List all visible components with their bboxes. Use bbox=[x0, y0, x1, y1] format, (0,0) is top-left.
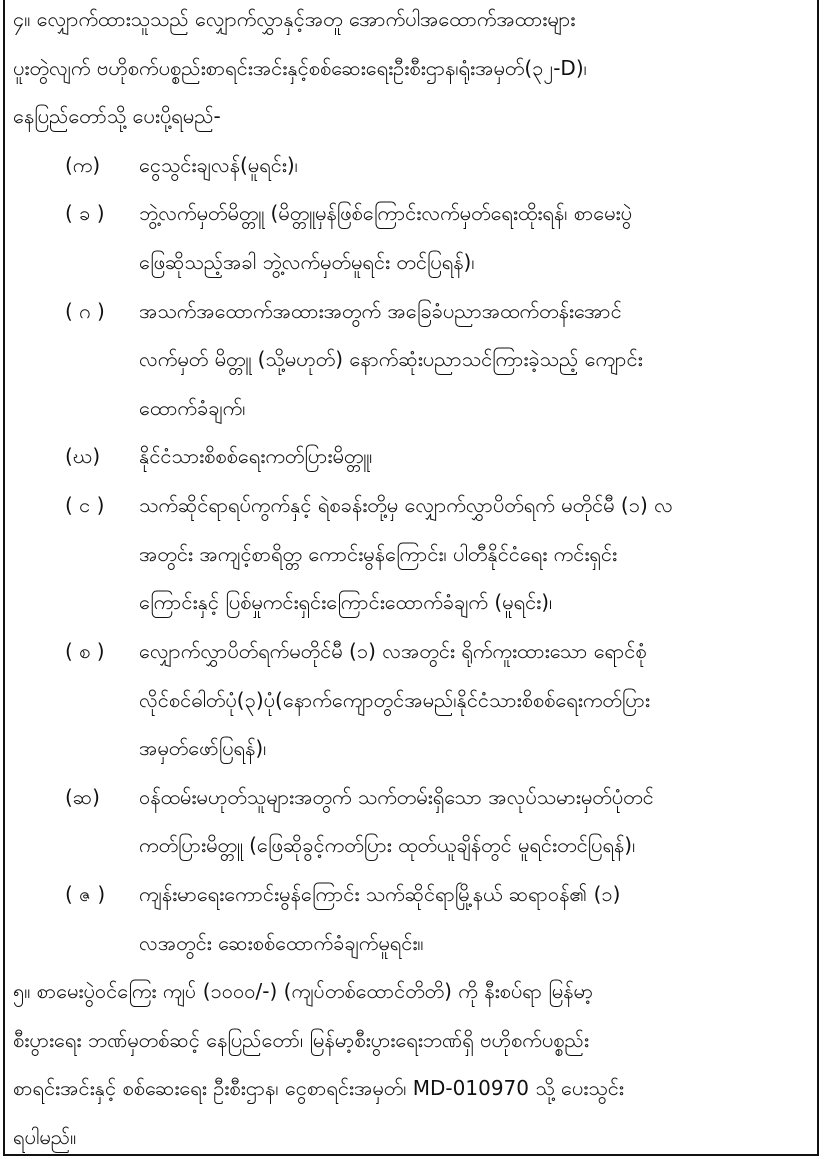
item-line: သက်ဆိုင်ရာရပ်ကွက်နှင့် ရဲစခန်းတို့မှ လျှောက်လွှာပိတ်ရက် မတိုင်မီ (၁) လ bbox=[139, 493, 673, 517]
item-line: ကြောင်းနှင့် ပြစ်မှုကင်းရှင်းကြောင်းထောက်ခံချက် (မူရင်း)၊ bbox=[139, 590, 553, 614]
item-label: ( ခ ) bbox=[65, 201, 105, 225]
item-line: လအတွင်း ဆေးစစ်ထောက်ခံချက်မူရင်း။ bbox=[139, 931, 424, 955]
item-line: ထောက်ခံချက်၊ bbox=[139, 396, 246, 420]
item-line: ငွေသွင်းချလန်(မူရင်း)၊ bbox=[139, 153, 298, 177]
item-line: အသက်အထောက်အထားအတွက် အခြေခံပညာအထက်တန်းအောင် bbox=[139, 299, 622, 323]
item-line: ဖြေဆိုသည့်အခါ ဘွဲ့လက်မှတ်မူရင်း တင်ပြရန်)၊ bbox=[139, 250, 475, 274]
item-line: လိုင်စင်ဓါတ်ပုံ(၃)ပုံ(နောက်ကျောတွင်အမည်၊နိုင်ငံသားစိစစ်ရေးကတ်ပြား bbox=[139, 688, 650, 712]
item-line: အမှတ်ဖော်ပြရန်)၊ bbox=[139, 736, 267, 760]
para5-line: စာရင်းအင်းနှင့် စစ်ဆေးရေး ဦးစီးဌာန၊ ငွေစာရင်းအမှတ်၊ MD-010970 သို့ ပေးသွင်း bbox=[13, 1076, 624, 1100]
item-line: ဘွဲ့လက်မှတ်မိတ္တူ (မိတ္တူမှန်ဖြစ်ကြောင်းလက်မှတ်ရေးထိုးရန်၊ စာမေးပွဲ bbox=[139, 201, 632, 225]
item-label: (က) bbox=[65, 153, 101, 177]
item-line: အတွင်း အကျင့်စာရိတ္တ ကောင်းမွန်ကြောင်း၊ ပါတီနိုင်ငံရေး ကင်းရှင်း bbox=[139, 542, 618, 566]
item-line: ဝန်ထမ်းမဟုတ်သူများအတွက် သက်တမ်းရှိသော အလုပ်သမားမှတ်ပုံတင် bbox=[139, 785, 654, 809]
item-line: ကတ်ပြားမိတ္တူ (ဖြေဆိုခွင့်ကတ်ပြား ထုတ်ယူချိန်တွင် မူရင်းတင်ပြရန်)၊ bbox=[139, 833, 636, 857]
item-line: နိုင်ငံသားစိစစ်ရေးကတ်ပြားမိတ္တူ၊ bbox=[139, 444, 373, 468]
para4-line: နေပြည်တော်သို့ ပေးပို့ရမည်- bbox=[13, 104, 221, 128]
para5-line: ရပါမည်။ bbox=[13, 1125, 77, 1149]
item-label: (ဆ) bbox=[65, 785, 100, 809]
para4-line: ၄။ လျှောက်ထားသူသည် လျှောက်လွှာနှင့်အတူ အောက်ပါအထောက်အထားများ bbox=[13, 7, 576, 31]
para5-line: ၅။ စာမေးပွဲဝင်ကြေး ကျပ် (၁၀၀၀/-) (ကျပ်တစ်ထောင်တိတိ) ကို နီးစပ်ရာ မြန်မာ့ bbox=[13, 979, 594, 1003]
item-label: ( င ) bbox=[65, 493, 105, 517]
document-page bbox=[3, 0, 819, 1156]
item-label: ( ဇ ) bbox=[65, 882, 106, 906]
item-label: (ဃ) bbox=[65, 444, 101, 468]
item-line: လျှောက်လွှာပိတ်ရက်မတိုင်မီ (၁) လအတွင်း ရိုက်ကူးထားသော ရောင်စုံ bbox=[139, 639, 647, 663]
para5-line: စီးပွားရေး ဘဏ်မှတစ်ဆင့် နေပြည်တော်၊ မြန်မာ့စီးပွားရေးဘဏ်ရှိ ဗဟိုစက်ပစ္စည်း bbox=[13, 1028, 589, 1052]
item-line: ကျန်းမာရေးကောင်းမွန်ကြောင်း သက်ဆိုင်ရာမြို့နယ် ဆရာဝန်၏ (၁) bbox=[139, 882, 621, 906]
item-line: လက်မှတ် မိတ္တူ (သို့မဟုတ်) နောက်ဆုံးပညာသင်ကြားခဲ့သည့် ကျောင်း bbox=[139, 347, 643, 371]
item-label: ( စ ) bbox=[65, 639, 105, 663]
item-label: ( ဂ ) bbox=[65, 299, 105, 323]
para4-line: ပူးတွဲလျက် ဗဟိုစက်ပစ္စည်းစာရင်းအင်းနှင့်စစ်ဆေးရေးဦးစီးဌာန၊ရုံးအမှတ်(၃၂-D)၊ bbox=[13, 56, 587, 80]
